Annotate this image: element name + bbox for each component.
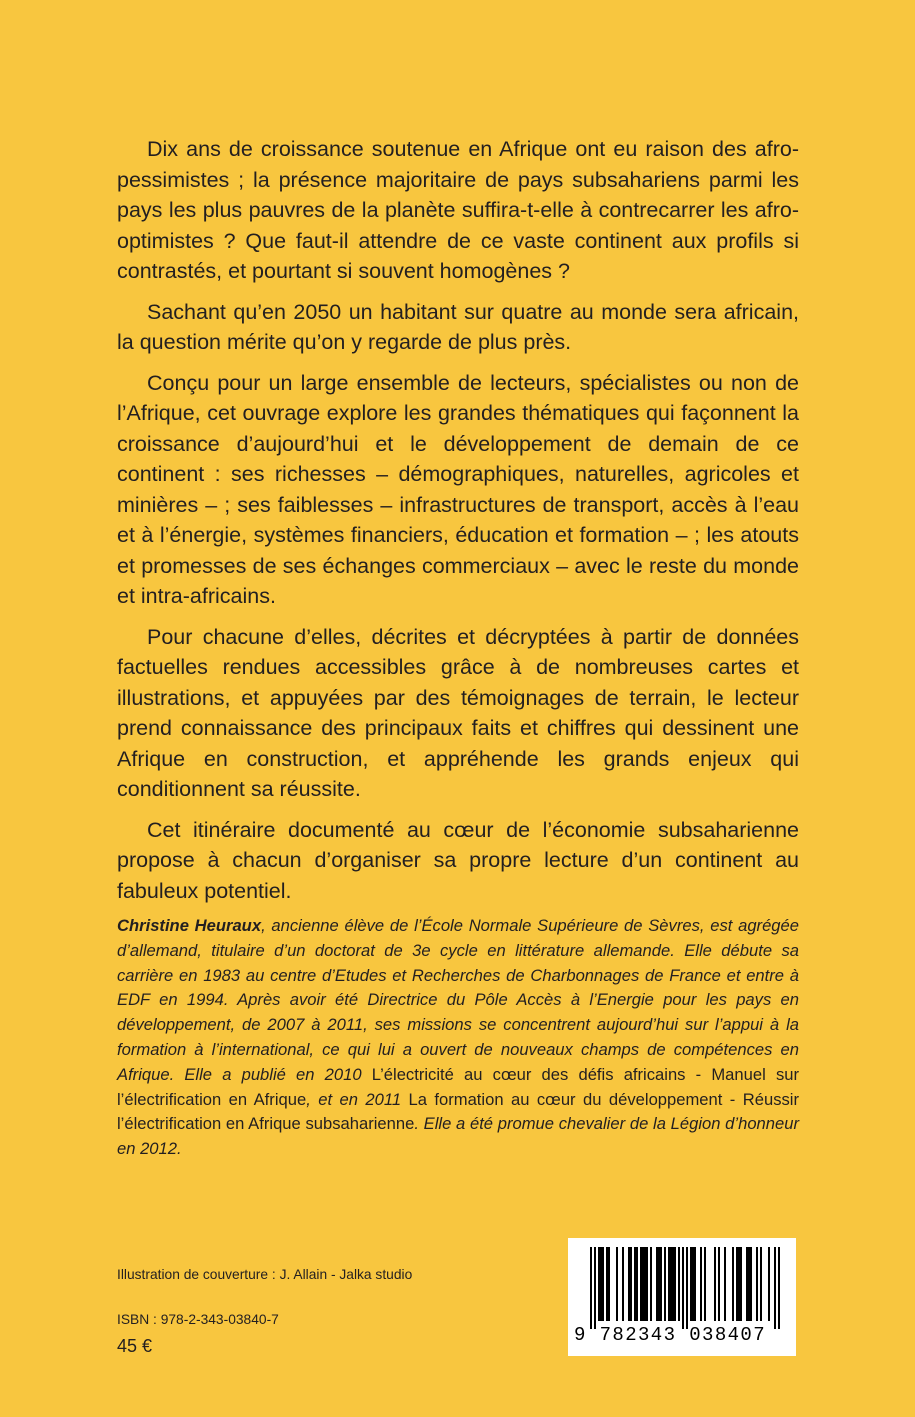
barcode-bar	[640, 1247, 642, 1321]
isbn: ISBN : 978-2-343-03840-7	[117, 1312, 279, 1327]
barcode-digits: 9 782343 038407	[574, 1324, 767, 1346]
barcode-bar	[674, 1247, 676, 1321]
barcode-bar	[594, 1247, 596, 1329]
barcode-bar	[690, 1247, 692, 1321]
author-bio	[117, 914, 799, 1162]
barcode-bar	[630, 1247, 632, 1321]
barcode-bar	[774, 1247, 776, 1329]
description-paragraph-4: Pour chacune d’elles, décrites et décryptées à partir de données factuelles rendues accessibles grâce à de nombreuses cartes et illustrations, et appuyées par des témoignages de terrain, le lecteur prend connaissance des principaux faits et chiffres qui dessinent une Afrique en construction, et appréhende les grands enjeux qui conditionnent sa réussite.	[117, 624, 799, 801]
barcode-bar	[732, 1247, 734, 1321]
barcode-bar	[760, 1247, 762, 1321]
barcode-bar	[682, 1247, 684, 1329]
barcode-bar	[672, 1247, 674, 1321]
description-paragraph-2: Sachant qu’en 2050 un habitant sur quatre au monde sera africain, la question mérite qu’on y regarde de plus près.	[117, 299, 799, 354]
book-description	[117, 134, 799, 916]
barcode-bar	[724, 1247, 726, 1321]
barcode-bar	[608, 1247, 610, 1321]
barcode-bar	[600, 1247, 602, 1321]
barcode-bar	[700, 1247, 702, 1321]
barcode-bar	[644, 1247, 646, 1321]
barcode-bar	[628, 1247, 630, 1321]
barcode-bar	[606, 1247, 608, 1321]
barcode-bar	[692, 1247, 694, 1321]
author-bio-text-2: , et en 2011	[306, 1089, 409, 1109]
author-book-title-2: La formation au cœur du développement - Réussir l’électrification en Afrique subsaharienne	[117, 1089, 799, 1134]
barcode-bar	[750, 1247, 752, 1321]
barcode-bar	[616, 1247, 618, 1321]
barcode-bar	[738, 1247, 740, 1321]
barcode-bars	[576, 1247, 788, 1329]
price: 45 €	[117, 1336, 153, 1356]
barcode-bar	[748, 1247, 750, 1321]
barcode-bar	[670, 1247, 672, 1321]
barcode-bar	[598, 1247, 600, 1321]
barcode-bar	[768, 1247, 770, 1321]
barcode-bar	[756, 1247, 758, 1321]
barcode-bar	[778, 1247, 780, 1329]
illustration-credit: Illustration de couverture : J. Allain - Jalka studio	[117, 1267, 413, 1282]
barcode-bar	[746, 1247, 748, 1321]
barcode	[568, 1238, 796, 1356]
author-name: Christine Heuraux	[117, 916, 262, 935]
barcode-bar	[736, 1247, 738, 1321]
barcode-bar	[740, 1247, 742, 1321]
barcode-bar	[636, 1247, 638, 1321]
barcode-bar	[590, 1247, 592, 1329]
barcode-bar	[650, 1247, 652, 1321]
description-paragraph-1: Dix ans de croissance soutenue en Afrique ont eu raison des afro-pessimistes ; la présence majoritaire de pays subsahariens parmi les pays les plus pauvres de la planète suffira-t-elle à contrecarrer les afro-optimistes ? Que faut-il attendre de ce vaste continent aux profils si contrastés, et pourtant si souvent homogènes ?	[117, 137, 799, 283]
barcode-bar	[686, 1247, 688, 1329]
description-paragraph-3: Conçu pour un large ensemble de lecteurs, spécialistes ou non de l’Afrique, cet ouvrage explore les grandes thématiques qui façonnent la croissance d’aujourd’hui et le développement de demain de ce continent : ses richesses – démographiques, naturelles, agricoles et minières – ; ses faiblesses – infrastructures de transport, accès à l’eau et à l’énergie, systèmes financiers, éducation et formation – ; les atouts et promesses de ses échanges commerciaux – avec le reste du monde et intra-africains.	[117, 370, 799, 608]
description-paragraph-5: Cet itinéraire documenté au cœur de l’économie subsaharienne propose à chacun d’organiser sa propre lecture d’un continent au fabuleux potentiel.	[117, 817, 799, 903]
barcode-bar	[646, 1247, 648, 1321]
barcode-bar	[622, 1247, 624, 1321]
barcode-bar	[714, 1247, 716, 1321]
barcode-bar	[634, 1247, 636, 1321]
barcode-bar	[694, 1247, 696, 1321]
barcode-bar	[656, 1247, 658, 1321]
author-book-title-1: L’électricité au cœur des défis africains - Manuel sur l’électrification en Afrique	[117, 1064, 799, 1109]
author-bio-text-3: . Elle a été promue chevalier de la Légion d’honneur en 2012.	[117, 1114, 799, 1159]
barcode-bar	[678, 1247, 680, 1321]
barcode-bar	[718, 1247, 720, 1321]
barcode-bar	[658, 1247, 660, 1321]
barcode-bar	[704, 1247, 706, 1321]
barcode-bar	[642, 1247, 644, 1321]
barcode-bar	[668, 1247, 670, 1321]
barcode-bar	[660, 1247, 662, 1321]
barcode-bar	[664, 1247, 666, 1321]
author-bio-text-1: , ancienne élève de l’École Normale Supérieure de Sèvres, est agrégée d’allemand, titulaire d’un doctorat de 3e cycle en littérature allemande. Elle débute sa carrière en 1983 au centre d’Etudes et Recherches de Charbonnages de France et entre à EDF en 1994. Après avoir été Directrice du Pôle Accès à l’Energie pour les pays en développement, de 2007 à 2011, ses missions se concentrent aujourd’hui sur l’appui à la formation à l’international, ce qui lui a ouvert de nouveaux champs de compétences en Afrique. Elle a publié en 2010	[117, 916, 799, 1084]
barcode-bar	[602, 1247, 604, 1321]
